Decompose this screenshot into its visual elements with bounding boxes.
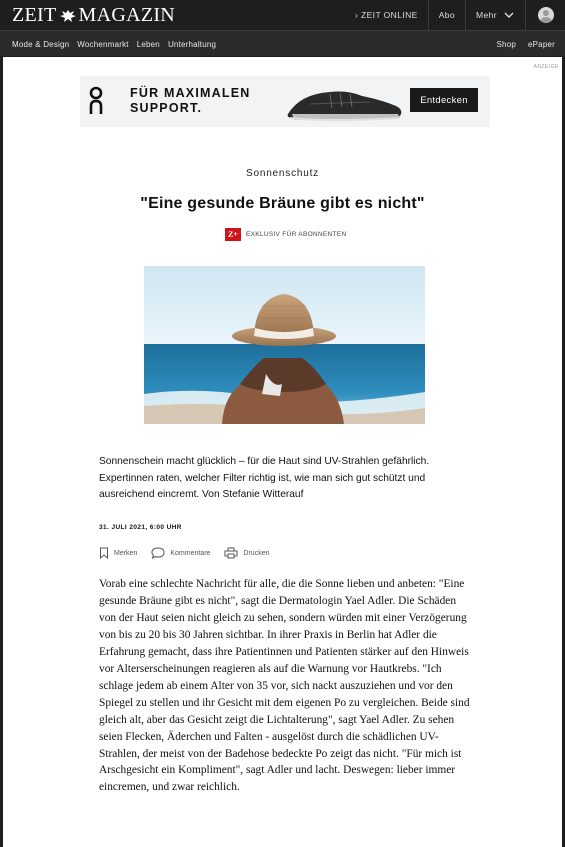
article-page: [3, 57, 562, 847]
nav-item-shop[interactable]: Shop: [496, 39, 516, 49]
logo-text-left: ZEIT: [12, 4, 57, 26]
zeit-online-link[interactable]: › ZEIT ONLINE: [355, 10, 418, 20]
ad-cta-button[interactable]: Entdecken: [410, 88, 478, 112]
comment-icon: [151, 547, 165, 559]
article-body: Vorab eine schlechte Nachricht für alle, die die Sonne lieben und anbeten: "Eine gesunde Bräune gibt es nicht", sagt die Dermatologin Yael Adler. Die Schäden von der Haut seien nicht gleich zu sehen, sondern würden mit einer Verzögerung von bis zu 20 bis 30 Jahren sichtbar. In ihrer Praxis in Berlin hat Adler die Erfahrung gemacht, dass ihre Patientinnen und Patienten stärker auf den Hinweis vor Alterserscheinungen reagieren als auf die Warnung vor Hautkrebs. "Ich schlage jedem ab einem Alter von 35 vor, sich nackt auszuziehen und vor den Spiegel zu stellen und ihr Gesicht mit dem eigenen Po zu vergleichen. Beide sind gleich alt, aber das Gesicht zeigt die Lichtalterung", sagt Yael Adler. Zu sehen seien Flecken, Äderchen und Falten - ausgelöst durch die schädlichen UV-Strahlen, der meist von der Badehose bedeckte Po zeigt das nicht. "Für mich ist Arschgesicht ein Kompliment", sagt Adler und lacht. Deswegen: lieber immer eincremen, und zwar reichlich.: [99, 578, 470, 794]
bookmark-button[interactable]: [99, 547, 137, 559]
printer-icon: [224, 547, 238, 559]
article-actions: [99, 547, 270, 559]
bookmark-label: Merken: [114, 549, 138, 557]
print-label: Drucken: [243, 549, 270, 557]
comments-label: Kommentare: [170, 549, 211, 557]
nav-item-wochenmarkt[interactable]: Wochenmarkt: [77, 39, 129, 49]
top-bar: [0, 0, 565, 30]
mehr-label: Mehr: [476, 10, 497, 20]
mehr-menu[interactable]: [465, 0, 525, 30]
zplus-badge: [225, 228, 346, 241]
zplus-label: EXKLUSIV FÜR ABONNENTEN: [246, 231, 347, 238]
account-button[interactable]: [525, 0, 565, 30]
hero-image: [144, 266, 425, 424]
chevron-down-icon: [503, 11, 515, 19]
ad-headline-line2: SUPPORT.: [130, 101, 203, 115]
nav-item-unterhaltung[interactable]: Unterhaltung: [167, 39, 217, 49]
nav-item-mode-design[interactable]: Mode & Design: [12, 39, 70, 49]
bookmark-icon: [99, 547, 109, 559]
logo-text-right: MAGAZIN: [78, 4, 176, 26]
comments-button[interactable]: [151, 547, 210, 559]
ad-banner[interactable]: [80, 76, 490, 127]
article-lead: Sonnenschein macht glücklich – für die Haut sind UV-Strahlen gefährlich. Expertinnen raten, welcher Filter richtig ist, wie man sich gut schützt und ausreichend eincremt. Von Stefanie Witterauf: [99, 456, 430, 500]
article-title: "Eine gesunde Bräune gibt es nicht": [140, 195, 425, 212]
article-date: 31. JULI 2021, 6:00 UHR: [99, 524, 182, 531]
ad-label: ANZEIGE: [533, 64, 559, 70]
avatar-icon: [538, 7, 554, 23]
nav-item-leben[interactable]: Leben: [136, 39, 160, 49]
running-shoe-image: [270, 80, 410, 124]
zeit-magazin-logo[interactable]: [12, 4, 175, 27]
nav-item-epaper[interactable]: ePaper: [528, 39, 555, 49]
zplus-icon: Z+: [225, 228, 241, 241]
section-nav: [0, 30, 565, 56]
on-brand-logo-icon: [88, 86, 104, 116]
print-button[interactable]: [224, 547, 269, 559]
abo-link[interactable]: Abo: [428, 0, 465, 30]
eagle-crest-icon: [59, 8, 77, 24]
ad-headline-line1: FÜR MAXIMALEN: [130, 86, 251, 100]
article-kicker: Sonnenschutz: [246, 168, 319, 179]
ad-headline: [130, 86, 270, 116]
